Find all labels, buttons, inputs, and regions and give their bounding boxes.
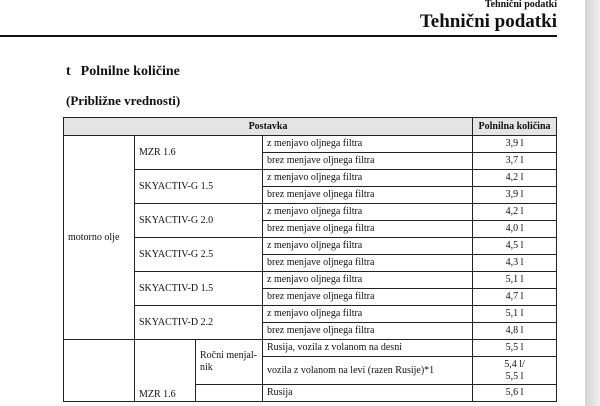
chapter-title: Tehnični podatki: [419, 11, 557, 32]
value-cell: 3,7 l: [473, 153, 557, 170]
value-cell: 4,3 l: [473, 255, 557, 272]
section-title: [66, 64, 180, 80]
condition-cell: Rusija, vozila z volanom na desni: [263, 340, 473, 357]
table-row: [64, 204, 557, 221]
column-header-capacity: Polnilna količina: [473, 118, 557, 136]
value-cell: 3,9 l: [473, 136, 557, 153]
table-row: [64, 136, 557, 153]
transmission-type-cell: [196, 385, 263, 402]
value-cell: 3,9 l: [473, 187, 557, 204]
page-edge-shadow: [585, 0, 600, 406]
header-rule: [0, 35, 557, 37]
value-cell: 4,5 l: [473, 238, 557, 255]
condition-cell: Rusija: [263, 385, 473, 402]
engine-oil-label: motorno olje: [64, 136, 135, 340]
table-row: [64, 340, 557, 357]
section-marker: t: [66, 64, 71, 79]
engine-name: SKYACTIV-D 1.5: [135, 272, 263, 306]
value-cell: 5,6 l: [473, 385, 557, 402]
value-cell: 4,7 l: [473, 289, 557, 306]
condition-cell: brez menjave oljnega filtra: [263, 255, 473, 272]
condition-cell: brez menjave oljnega filtra: [263, 221, 473, 238]
value-cell: 4,2 l: [473, 170, 557, 187]
value-cell: 5,5 l: [473, 340, 557, 357]
condition-cell: z menjavo oljnega filtra: [263, 238, 473, 255]
engine-name: SKYACTIV-G 2.5: [135, 238, 263, 272]
condition-cell: z menjavo oljnega filtra: [263, 272, 473, 289]
condition-cell: brez menjave oljnega filtra: [263, 153, 473, 170]
value-cell: 5,1 l: [473, 306, 557, 323]
table-row: [64, 238, 557, 255]
column-header-item: Postavka: [64, 118, 473, 136]
value-cell: 4,8 l: [473, 323, 557, 340]
value-cell: 5,1 l: [473, 272, 557, 289]
condition-cell: brez menjave oljnega filtra: [263, 187, 473, 204]
value-cell: 4,0 l: [473, 221, 557, 238]
engine-name: SKYACTIV-G 2.0: [135, 204, 263, 238]
engine-name: MZR 1.6: [135, 136, 263, 170]
table-row: [64, 306, 557, 323]
condition-cell: brez menjave oljnega filtra: [263, 289, 473, 306]
condition-cell: z menjavo oljnega filtra: [263, 204, 473, 221]
transmission-engine-name: MZR 1.6: [135, 340, 196, 402]
table-row: [64, 170, 557, 187]
condition-cell: z menjavo oljnega filtra: [263, 306, 473, 323]
engine-name: SKYACTIV-D 2.2: [135, 306, 263, 340]
condition-cell: z menjavo oljnega filtra: [263, 136, 473, 153]
section-subtitle: (Približne vrednosti): [66, 93, 181, 108]
transmission-group-cell: [64, 340, 135, 402]
value-cell: 4,2 l: [473, 204, 557, 221]
transmission-type: Ročni menjal- nik: [196, 340, 263, 385]
value-cell: 5,4 l/ 5,5 l: [473, 357, 557, 385]
engine-name: SKYACTIV-G 1.5: [135, 170, 263, 204]
section-title-text: Polnilne količine: [80, 64, 180, 79]
capacities-table: [63, 117, 557, 402]
condition-cell: z menjavo oljnega filtra: [263, 170, 473, 187]
running-header: Tehnični podatki: [484, 0, 557, 10]
condition-cell: vozila z volanom na levi (razen Rusije)*1: [263, 357, 473, 385]
condition-cell: brez menjave oljnega filtra: [263, 323, 473, 340]
table-row: [64, 272, 557, 289]
